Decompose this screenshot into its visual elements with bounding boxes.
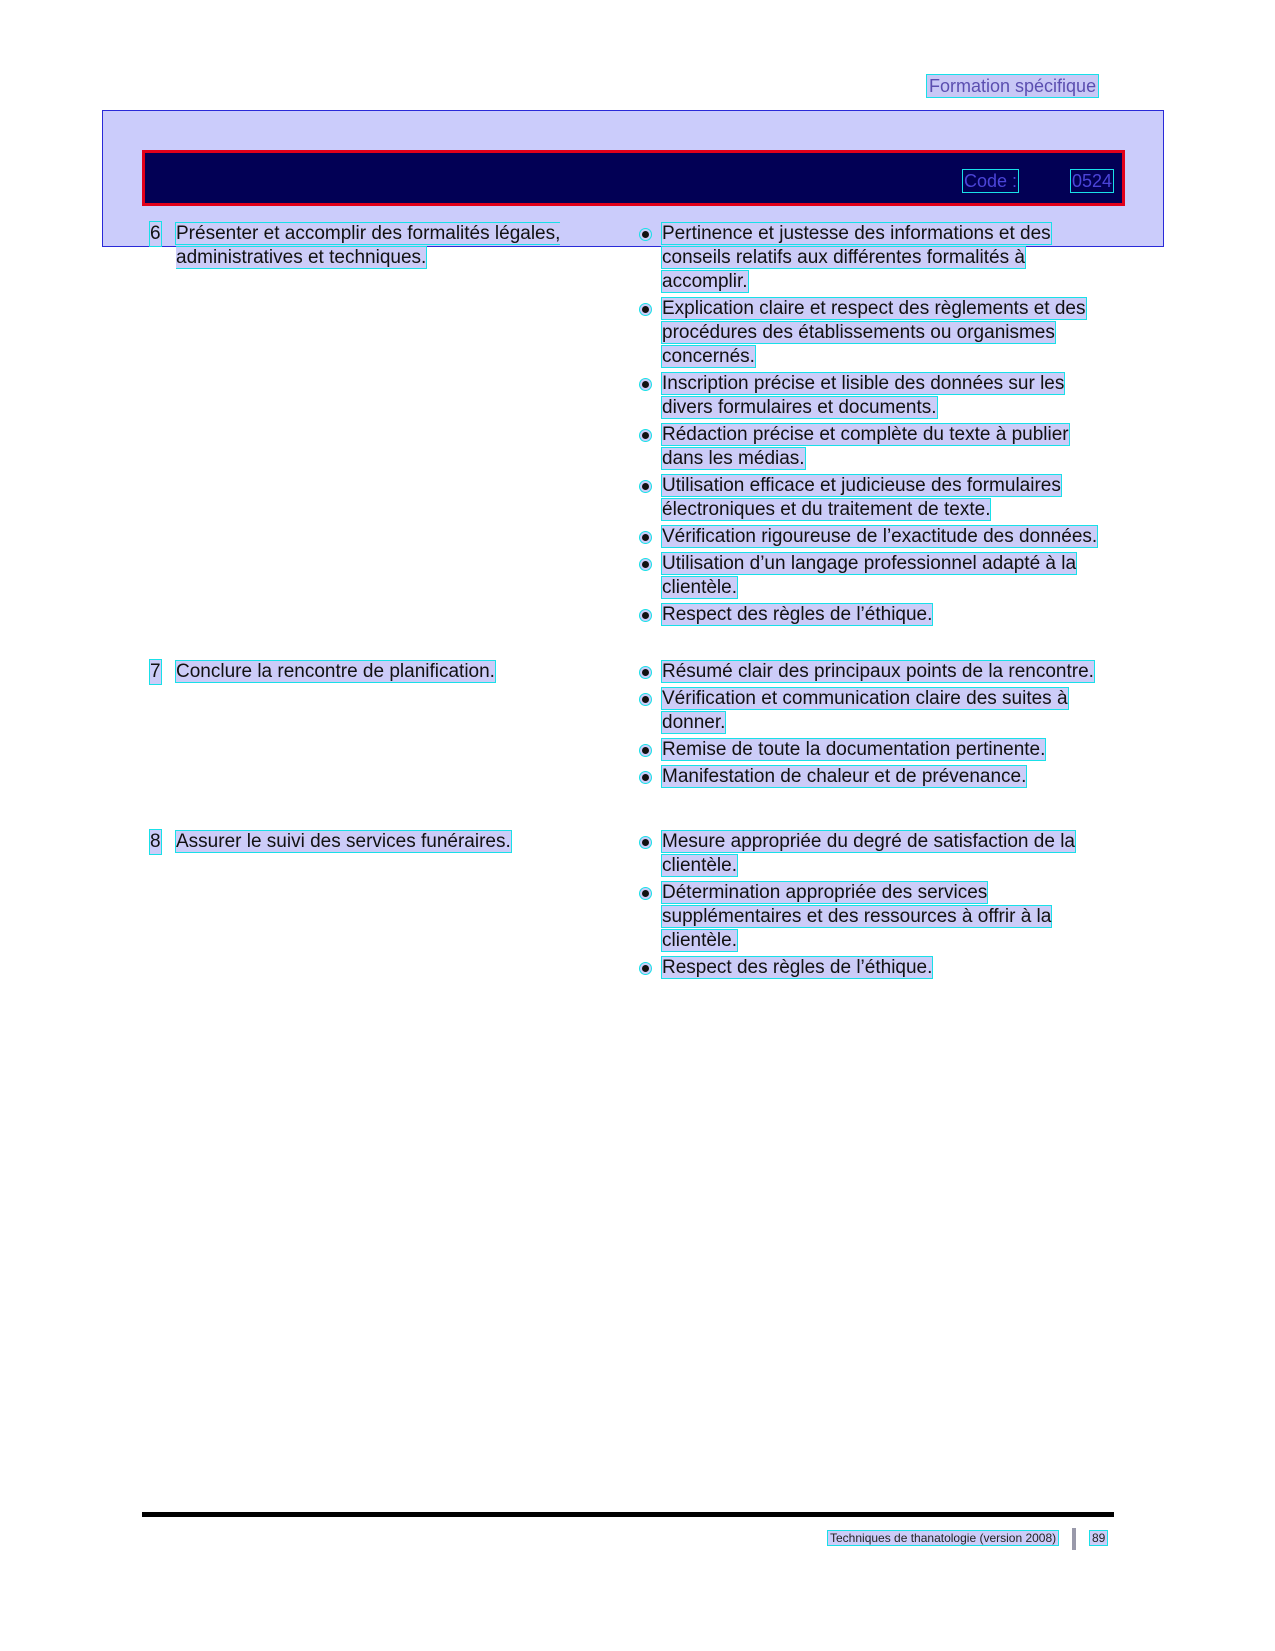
criterion-item [642,603,1112,627]
criterion-text: Respect des règles de l’éthique. [662,604,933,625]
criterion-item [642,660,1112,684]
criterion-text: Mesure appropriée du degré de satisfaction de la clientèle. [662,831,1075,876]
criterion-item [642,297,1112,369]
criterion-item [642,765,1112,789]
criterion-item [642,738,1112,762]
bullet-icon [642,696,649,703]
criteria-list [642,222,1112,630]
criterion-text: Remise de toute la documentation pertinente. [662,739,1046,760]
bullet-icon [642,231,649,238]
criterion-item [642,222,1112,294]
criterion-item [642,525,1112,549]
element-text-content: Assurer le suivi des services funéraires. [176,831,511,852]
criterion-text: Vérification et communication claire des suites à donner. [662,688,1068,733]
element-number: 6 [150,223,161,244]
running-title: Formation spécifique [926,74,1099,98]
bullet-icon [642,669,649,676]
criterion-item [642,687,1112,735]
element-text [176,660,638,684]
criterion-text: Utilisation d’un langage professionnel adapté à la clientèle. [662,553,1077,598]
criterion-item [642,830,1112,878]
page-number: 89 [1092,1531,1106,1545]
criterion-text: Utilisation efficace et judicieuse des formulaires électroniques et du traitement de texte. [662,475,1061,520]
criterion-item [642,956,1112,980]
bullet-icon [642,561,649,568]
criterion-item [642,881,1112,953]
criterion-text: Respect des règles de l’éthique. [662,957,933,978]
criterion-text: Inscription précise et lisible des données sur les divers formulaires et documents. [662,373,1065,418]
element-number: 7 [150,661,161,682]
criterion-item [642,372,1112,420]
code-value: 0524 [1072,171,1113,191]
bullet-icon [642,432,649,439]
bullet-icon [642,965,649,972]
criteria-list [642,830,1112,983]
code-label: Code : [964,171,1018,191]
bullet-icon [642,306,649,313]
criterion-text: Vérification rigoureuse de l’exactitude des données. [662,526,1098,547]
criterion-text: Pertinence et justesse des informations et des conseils relatifs aux différentes formalités à accomplir. [662,223,1051,292]
criterion-text: Détermination appropriée des services supplémentaires et des ressources à offrir à la clientèle. [662,882,1052,951]
element-text [176,222,638,270]
bullet-icon [642,534,649,541]
bullet-icon [642,483,649,490]
criterion-text: Manifestation de chaleur et de prévenance. [662,766,1027,787]
criteria-list [642,660,1112,792]
bullet-icon [642,890,649,897]
footer-separator [1072,1528,1076,1550]
element-text [176,830,638,854]
bullet-icon [642,381,649,388]
criterion-item [642,474,1112,522]
footer-program: Techniques de thanatologie (version 2008) [830,1531,1057,1545]
element-number: 8 [150,831,161,852]
bullet-icon [642,839,649,846]
footer-rule [142,1512,1114,1517]
bullet-icon [642,774,649,781]
criterion-text: Résumé clair des principaux points de la rencontre. [662,661,1094,682]
bullet-icon [642,747,649,754]
bullet-icon [642,612,649,619]
element-text-content: Présenter et accomplir des formalités légales, administratives et techniques. [176,223,561,268]
criterion-text: Explication claire et respect des règlements et des procédures des établissements ou organismes concernés. [662,298,1086,367]
criterion-item [642,423,1112,471]
criterion-item [642,552,1112,600]
element-text-content: Conclure la rencontre de planification. [176,661,495,682]
criterion-text: Rédaction précise et complète du texte à publier dans les médias. [662,424,1069,469]
